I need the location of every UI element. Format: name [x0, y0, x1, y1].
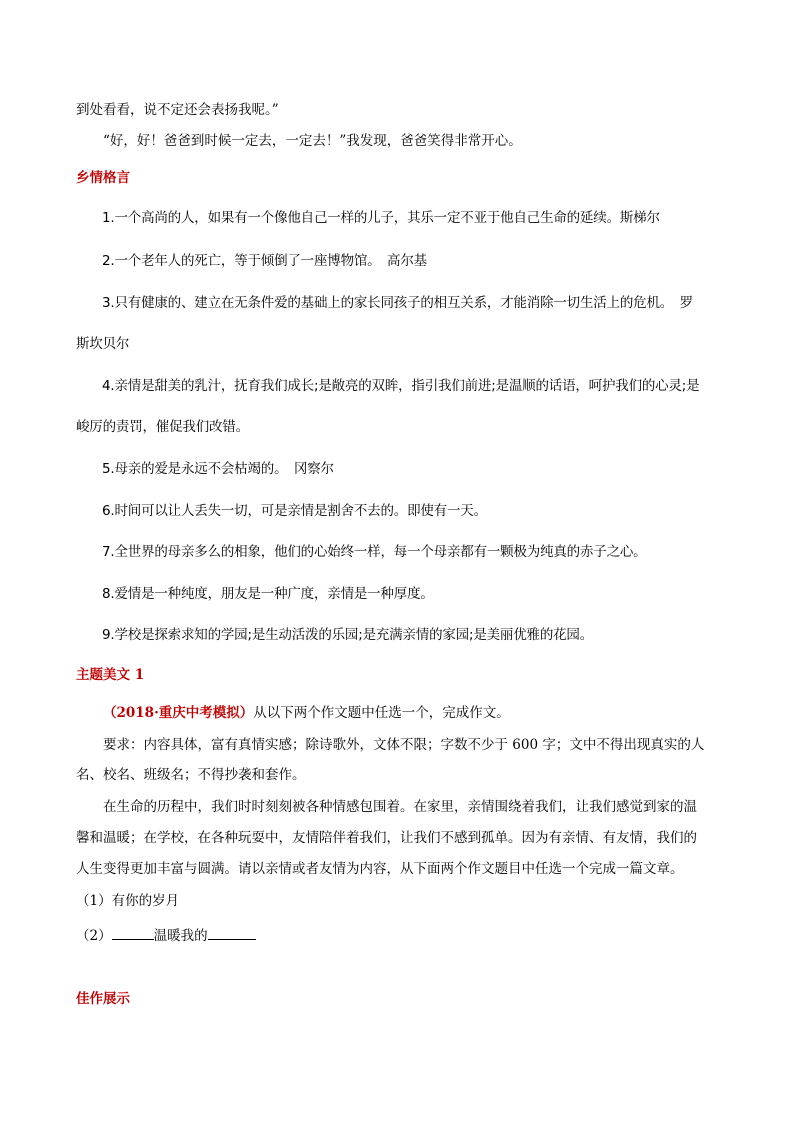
quote-9: 9.学校是探索求知的学园;是生动活泼的乐园;是充满亲情的家园;是美丽优雅的花园。: [102, 627, 594, 643]
quote-4-line-1: 4.亲情是甜美的乳汁，抚育我们成长;是敞亮的双眸，指引我们前进;是温顺的话语，呵护我们的心灵;是: [102, 378, 700, 394]
essay-source-line: [103, 707, 510, 721]
essay-paragraph-line-1: 在生命的历程中，我们时时刻刻被各种情感包围着。在家里，亲情围绕着我们，让我们感觉到家的温: [103, 799, 697, 815]
quote-8: 8.爱情是一种纯度，朋友是一种广度，亲情是一种厚度。: [102, 586, 434, 602]
continuation-line-1: 到处看看，说不定还会表扬我呢。”: [76, 102, 279, 118]
quote-3-line-1: 3.只有健康的、建立在无条件爱的基础上的家长同孩子的相互关系，才能消除一切生活上的危机。 罗: [102, 295, 693, 311]
continuation-line-2: “好，好！爸爸到时候一定去，一定去！”我发现，爸爸笑得非常开心。: [103, 133, 522, 149]
essay-source: （2018·重庆中考模拟）: [103, 705, 254, 721]
essay-prompt: 从以下两个作文题中任选一个，完成作文。: [253, 705, 510, 721]
blank-underline-2: [208, 926, 256, 940]
essay-paragraph-line-3: 人生变得更加丰富与圆满。请以亲情或者友情为内容，从下面两个作文题目中任选一个完成一篇文章。: [76, 861, 684, 877]
quote-6: 6.时间可以让人丢失一切，可是亲情是割舍不去的。即使有一天。: [102, 503, 487, 519]
quote-3-line-2: 斯坎贝尔: [76, 336, 130, 352]
quote-2: 2.一个老年人的死亡，等于倾倒了一座博物馆。 高尔基: [102, 253, 427, 269]
quote-5: 5.母亲的爱是永远不会枯竭的。 冈察尔: [102, 461, 334, 477]
quote-7: 7.全世界的母亲多么的相象，他们的心始终一样，每一个母亲都有一颗极为纯真的赤子之心。: [102, 544, 647, 560]
essay-option-2-prefix: （2）: [76, 928, 112, 944]
section-heading-showcase: 佳作展示: [76, 991, 130, 1007]
essay-option-1: （1）有你的岁月: [76, 893, 180, 909]
essay-option-2: [76, 926, 256, 944]
section-heading-essay: 主题美文 1: [76, 667, 145, 683]
essay-option-2-middle: 温暖我的: [153, 928, 208, 944]
section-heading-quotes: 乡情格言: [76, 170, 130, 186]
essay-requirement-line-2: 名、校名、班级名；不得抄袭和套作。: [76, 767, 306, 783]
essay-requirement-line-1: 要求：内容具体，富有真情实感；除诗歌外，文体不限；字数不少于 600 字；文中不得出现真实的人: [103, 737, 705, 753]
quote-1: 1.一个高尚的人，如果有一个像他自己一样的儿子，其乐一定不亚于他自己生命的延续。斯梯尔: [102, 210, 660, 226]
essay-paragraph-line-2: 馨和温暖；在学校，在各种玩耍中，友情陪伴着我们，让我们不感到孤单。因为有亲情、有友情，我们的: [76, 830, 697, 846]
blank-underline-1: [112, 926, 154, 940]
quote-4-line-2: 峻厉的责罚，催促我们改错。: [76, 419, 249, 435]
